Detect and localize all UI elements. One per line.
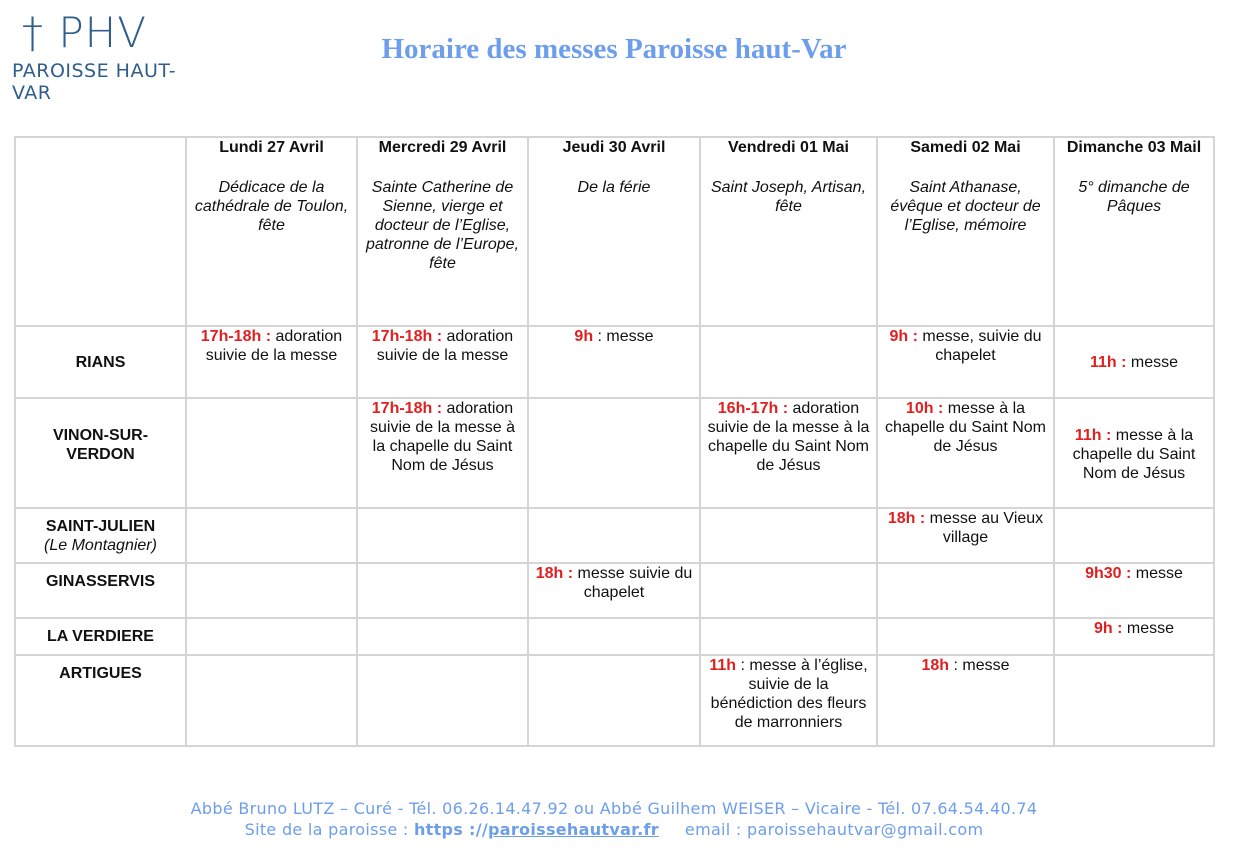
- schedule-cell: [700, 508, 877, 563]
- schedule-cell: [877, 398, 1054, 508]
- day-feast: Sainte Catherine de Sienne, vierge et docteur de l’Eglise, patronne de l’Europe, fête: [366, 179, 519, 272]
- day-feast: De la férie: [577, 179, 651, 196]
- event-text: : messe: [593, 328, 654, 345]
- schedule-cell: [700, 618, 877, 655]
- day-feast: Saint Joseph, Artisan, fête: [710, 179, 867, 215]
- schedule-cell: [1054, 398, 1214, 508]
- event-text: messe à la chapelle du Saint Nom de Jésus: [1072, 427, 1196, 482]
- schedule-cell: [528, 563, 700, 618]
- footer-links: [0, 820, 1228, 839]
- place-cell: [15, 618, 186, 655]
- schedule-cell: [877, 563, 1054, 618]
- table-row: [15, 563, 1214, 618]
- table-header-row: [15, 137, 1214, 326]
- event-text: adoration suivie de la messe à la chapelle du Saint Nom de Jésus: [707, 400, 870, 474]
- schedule-cell: [700, 398, 877, 508]
- site-label: Site de la paroisse :: [244, 820, 414, 839]
- event-text: adoration suivie de la messe: [205, 328, 343, 364]
- email-address[interactable]: paroissehautvar@gmail.com: [747, 820, 984, 839]
- day-name: Mercredi 29 Avril: [378, 139, 507, 156]
- schedule-cell: [1054, 618, 1214, 655]
- schedule-cell: [357, 655, 528, 746]
- schedule-cell: [357, 508, 528, 563]
- schedule-cell: [1054, 563, 1214, 618]
- day-name: Lundi 27 Avril: [219, 139, 324, 156]
- time-label: 9h30 :: [1085, 565, 1132, 582]
- place-name: ARTIGUES: [59, 665, 142, 682]
- time-label: 11h :: [1089, 353, 1127, 371]
- site-protocol[interactable]: https ://: [413, 820, 488, 839]
- place-cell: [15, 508, 186, 563]
- day-name: Jeudi 30 Avril: [562, 139, 666, 156]
- schedule-cell: [700, 655, 877, 746]
- event-text: : messe: [949, 657, 1010, 674]
- day-header: [1054, 137, 1214, 326]
- mass-schedule-table: [14, 136, 1215, 747]
- place-name: LA VERDIERE: [47, 628, 154, 645]
- day-header: [877, 137, 1054, 326]
- day-feast: Dédicace de la cathédrale de Toulon, fête: [194, 179, 349, 234]
- logo-name: PAROISSE HAUT-VAR: [12, 60, 177, 104]
- schedule-cell: [186, 508, 357, 563]
- site-link[interactable]: paroissehautvar.fr: [488, 820, 659, 839]
- time-label: 9h :: [889, 328, 918, 345]
- time-label: 17h-18h :: [200, 328, 272, 345]
- page-title: Horaire des messes Paroisse haut-Var: [381, 33, 847, 65]
- schedule-cell: [186, 655, 357, 746]
- schedule-cell: [186, 618, 357, 655]
- day-name: Samedi 02 Mai: [910, 139, 1021, 156]
- schedule-cell: [877, 655, 1054, 746]
- time-label: 17h-18h :: [371, 400, 443, 417]
- event-text: messe à la chapelle du Saint Nom de Jésus: [885, 400, 1046, 455]
- schedule-cell: [1054, 508, 1214, 563]
- schedule-cell: [528, 508, 700, 563]
- schedule-cell: [700, 563, 877, 618]
- schedule-cell: [528, 618, 700, 655]
- schedule-cell: [357, 326, 528, 398]
- schedule-cell: [186, 326, 357, 398]
- place-name: RIANS: [75, 353, 126, 371]
- place-subtitle: (Le Montagnier): [44, 537, 157, 554]
- table-row: [15, 655, 1214, 746]
- time-label: 10h :: [905, 400, 944, 417]
- schedule-cell: [1054, 655, 1214, 746]
- place-name: GINASSERVIS: [45, 573, 156, 590]
- place-name: VINON-SUR-VERDON: [52, 427, 149, 463]
- table-row: [15, 508, 1214, 563]
- schedule-cell: [877, 508, 1054, 563]
- logo-mark: † PHV: [22, 8, 147, 57]
- event-text: messe: [1126, 353, 1179, 371]
- corner-cell: [15, 137, 186, 326]
- event-text: messe: [1122, 620, 1175, 637]
- schedule-cell: [1054, 326, 1214, 398]
- day-header: [357, 137, 528, 326]
- schedule-cell: [700, 326, 877, 398]
- place-cell: [15, 563, 186, 618]
- table-row: [15, 326, 1214, 398]
- day-header: [528, 137, 700, 326]
- schedule-cell: [528, 326, 700, 398]
- day-header: [186, 137, 357, 326]
- time-label: 9h :: [1093, 620, 1123, 637]
- place-cell: [15, 655, 186, 746]
- time-label: 18h: [921, 657, 950, 674]
- schedule-cell: [877, 618, 1054, 655]
- day-name: Vendredi 01 Mai: [728, 139, 849, 156]
- footer-contacts: Abbé Bruno LUTZ – Curé - Tél. 06.26.14.47.92 ou Abbé Guilhem WEISER – Vicaire - Tél. 07.64.54.40.74: [190, 799, 1038, 818]
- place-name: SAINT-JULIEN: [45, 518, 156, 535]
- event-text: messe, suivie du chapelet: [917, 328, 1042, 364]
- day-header: [700, 137, 877, 326]
- schedule-cell: [357, 563, 528, 618]
- time-label: 11h: [709, 657, 737, 674]
- schedule-cell: [186, 563, 357, 618]
- event-text: messe: [1131, 565, 1183, 582]
- table-row: [15, 398, 1214, 508]
- schedule-cell: [528, 398, 700, 508]
- time-label: 9h: [574, 328, 594, 345]
- place-cell: [15, 398, 186, 508]
- schedule-cell: [357, 398, 528, 508]
- event-text: messe suivie du chapelet: [573, 565, 693, 601]
- event-text: : messe à l’église, suivie de la bénédiction des fleurs de marronniers: [710, 657, 868, 731]
- schedule-cell: [357, 618, 528, 655]
- time-label: 17h-18h :: [371, 328, 443, 345]
- time-label: 16h-17h :: [717, 400, 789, 417]
- email-label: email :: [684, 820, 748, 839]
- place-cell: [15, 326, 186, 398]
- event-text: adoration suivie de la messe à la chapelle du Saint Nom de Jésus: [370, 400, 515, 474]
- day-feast: Saint Athanase, évêque et docteur de l’Eglise, mémoire: [890, 179, 1041, 234]
- time-label: 11h :: [1074, 427, 1112, 444]
- schedule-cell: [186, 398, 357, 508]
- table-row: [15, 618, 1214, 655]
- day-feast: 5° dimanche de Pâques: [1078, 179, 1190, 215]
- event-text: adoration suivie de la messe: [376, 328, 514, 364]
- time-label: 18h :: [535, 565, 574, 582]
- time-label: 18h :: [887, 510, 926, 527]
- event-text: messe au Vieux village: [925, 510, 1044, 546]
- day-name: Dimanche 03 Mail: [1066, 139, 1202, 156]
- schedule-cell: [877, 326, 1054, 398]
- schedule-cell: [528, 655, 700, 746]
